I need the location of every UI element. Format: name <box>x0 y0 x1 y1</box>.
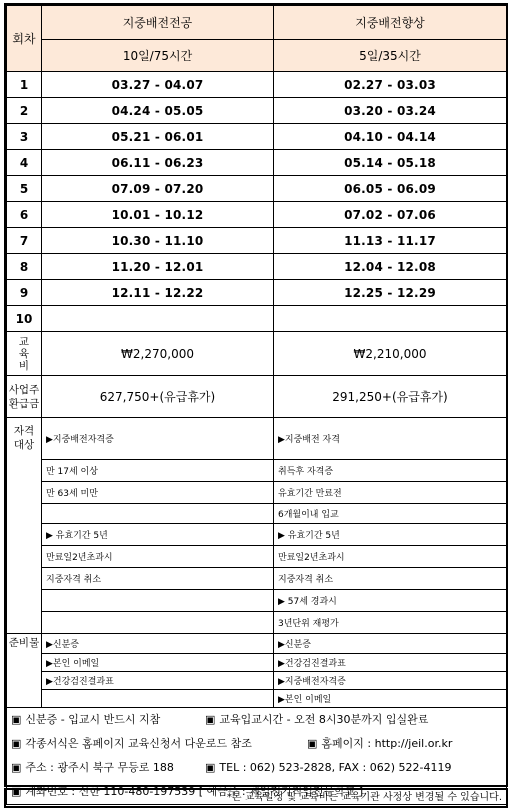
session-row <box>7 280 507 306</box>
fee-label <box>7 332 42 376</box>
session-number: 5 <box>7 176 42 202</box>
schedule-table <box>6 5 507 805</box>
session-date-a: 10.01 - 10.12 <box>42 202 274 228</box>
prep-item-a: ▶본인 이메일 <box>42 654 274 672</box>
session-row <box>7 176 507 202</box>
prep-item-b: ▶본인 이메일 <box>274 690 507 708</box>
prep-label: 준비물 <box>7 634 42 708</box>
fee-label-char: 비 <box>18 359 30 372</box>
session-number: 7 <box>7 228 42 254</box>
info-address: 주소 : 광주시 북구 무등로 188 <box>25 761 174 774</box>
session-date-b: 03.20 - 03.24 <box>274 98 507 124</box>
session-date-b: 12.04 - 12.08 <box>274 254 507 280</box>
fee-a: ₩2,270,000 <box>42 332 274 376</box>
session-number: 4 <box>7 150 42 176</box>
refund-label <box>7 376 42 418</box>
session-date-a: 05.21 - 06.01 <box>42 124 274 150</box>
session-date-b: 02.27 - 03.03 <box>274 72 507 98</box>
info-id-notice: 신분증 - 입교시 반드시 지참 <box>25 713 161 726</box>
session-date-b: 04.10 - 04.14 <box>274 124 507 150</box>
session-date-a: 03.27 - 04.07 <box>42 72 274 98</box>
bullet-icon: ▣ <box>11 737 22 750</box>
info-line <box>7 732 506 756</box>
eligibility-row <box>7 590 507 612</box>
bullet-icon: ▣ <box>11 785 22 798</box>
eligibility-item-a <box>42 612 274 634</box>
eligibility-item-a: ▶ 유효기간 5년 <box>42 524 274 546</box>
session-date-b: 12.25 - 12.29 <box>274 280 507 306</box>
eligibility-row <box>7 460 507 482</box>
prep-item-b: ▶건강검진결과표 <box>274 654 507 672</box>
eligibility-item-b: 지중자격 취소 <box>274 568 507 590</box>
session-number: 1 <box>7 72 42 98</box>
prep-item-b: ▶지중배전자격증 <box>274 672 507 690</box>
course-b-name: 지중배전향상 <box>274 6 507 40</box>
bullet-icon: ▣ <box>205 761 216 774</box>
session-number: 10 <box>7 306 42 332</box>
session-date-a: 07.09 - 07.20 <box>42 176 274 202</box>
session-number: 6 <box>7 202 42 228</box>
eligibility-item-b: ▶ 유효기간 5년 <box>274 524 507 546</box>
refund-b: 291,250+(유급휴가) <box>274 376 507 418</box>
session-date-a: 04.24 - 05.05 <box>42 98 274 124</box>
footnote: *본 교육일정 및 교육비는 교육기관 사정상 변경될 수 있습니다. <box>4 788 508 808</box>
session-number: 3 <box>7 124 42 150</box>
eligibility-item-a: 만 63세 미만 <box>42 482 274 504</box>
fee-label-char: 육 <box>18 347 30 360</box>
eligibility-label-line: 자격 <box>13 425 35 437</box>
info-entry-time: 교육입교시간 - 오전 8시30분까지 입실완료 <box>219 713 429 726</box>
session-date-a <box>42 306 274 332</box>
session-row <box>7 202 507 228</box>
fee-b: ₩2,210,000 <box>274 332 507 376</box>
prep-item-a: ▶건강검진결과표 <box>42 672 274 690</box>
course-a-name: 지중배전전공 <box>42 6 274 40</box>
prep-row <box>7 672 507 690</box>
eligibility-item-b: 취득후 자격증 <box>274 460 507 482</box>
info-phone-fax: TEL : 062) 523-2828, FAX : 062) 522-4119 <box>219 761 452 774</box>
eligibility-row <box>7 418 507 460</box>
bullet-icon: ▣ <box>307 737 318 750</box>
session-date-a: 12.11 - 12.22 <box>42 280 274 306</box>
info-line <box>7 756 506 780</box>
session-date-b: 06.05 - 06.09 <box>274 176 507 202</box>
bullet-icon: ▣ <box>11 761 22 774</box>
header-session-label: 회차 <box>7 6 42 72</box>
eligibility-label <box>7 418 42 634</box>
session-row <box>7 124 507 150</box>
session-row <box>7 150 507 176</box>
eligibility-item-a: ▶지중배전자격증 <box>42 418 274 460</box>
session-date-b <box>274 306 507 332</box>
session-row <box>7 254 507 280</box>
prep-item-a: ▶신분증 <box>42 634 274 654</box>
eligibility-item-b: 3년단위 재평가 <box>274 612 507 634</box>
eligibility-item-a <box>42 504 274 524</box>
eligibility-row <box>7 524 507 546</box>
eligibility-row <box>7 568 507 590</box>
session-row <box>7 98 507 124</box>
eligibility-item-a <box>42 590 274 612</box>
eligibility-row <box>7 504 507 524</box>
session-row <box>7 306 507 332</box>
session-row <box>7 72 507 98</box>
refund-a: 627,750+(유급휴가) <box>42 376 274 418</box>
refund-label-line: 사업주 <box>8 383 40 396</box>
refund-label-line: 환급금 <box>8 397 40 410</box>
info-line <box>7 708 506 732</box>
session-row <box>7 228 507 254</box>
eligibility-item-b: ▶지중배전 자격 <box>274 418 507 460</box>
eligibility-item-b: ▶ 57세 경과시 <box>274 590 507 612</box>
eligibility-item-a: 만 17세 이상 <box>42 460 274 482</box>
eligibility-label-line: 대상 <box>13 439 35 451</box>
session-number: 9 <box>7 280 42 306</box>
bullet-icon: ▣ <box>205 713 216 726</box>
prep-item-a <box>42 690 274 708</box>
info-account: 계좌번호 : 신한 110-480-197539 [ 예금주 : 제일전기직업전문학교 ] <box>25 785 364 798</box>
session-date-a: 11.20 - 12.01 <box>42 254 274 280</box>
prep-row <box>7 634 507 654</box>
eligibility-item-a: 지중자격 취소 <box>42 568 274 590</box>
session-number: 8 <box>7 254 42 280</box>
eligibility-item-a: 만료일2년초과시 <box>42 546 274 568</box>
fee-label-char: 교 <box>18 335 30 348</box>
prep-row <box>7 654 507 672</box>
course-a-duration: 10일/75시간 <box>42 40 274 72</box>
session-date-b: 05.14 - 05.18 <box>274 150 507 176</box>
session-number: 2 <box>7 98 42 124</box>
prep-item-b: ▶신분증 <box>274 634 507 654</box>
session-date-b: 07.02 - 07.06 <box>274 202 507 228</box>
info-forms: 각종서식은 홈페이지 교육신청서 다운로드 참조 <box>25 737 252 750</box>
eligibility-row <box>7 612 507 634</box>
course-b-duration: 5일/35시간 <box>274 40 507 72</box>
eligibility-item-b: 만료일2년초과시 <box>274 546 507 568</box>
session-date-a: 06.11 - 06.23 <box>42 150 274 176</box>
eligibility-row <box>7 482 507 504</box>
eligibility-row <box>7 546 507 568</box>
prep-row <box>7 690 507 708</box>
session-date-b: 11.13 - 11.17 <box>274 228 507 254</box>
info-homepage-link[interactable]: 홈페이지 : http://jeil.or.kr <box>321 737 453 750</box>
eligibility-item-b: 유효기간 만료전 <box>274 482 507 504</box>
bullet-icon: ▣ <box>11 713 22 726</box>
session-date-a: 10.30 - 11.10 <box>42 228 274 254</box>
eligibility-item-b: 6개월이내 입교 <box>274 504 507 524</box>
